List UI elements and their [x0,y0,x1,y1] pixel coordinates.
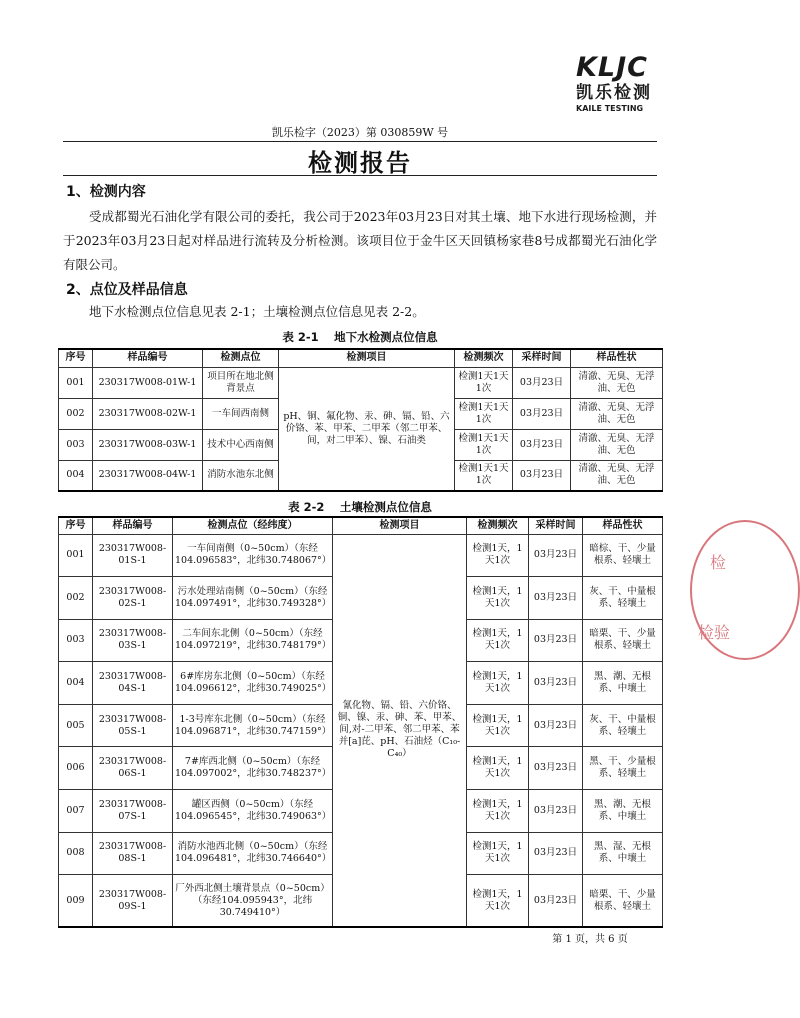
cell-code: 230317W008-02W-1 [93,398,203,429]
table-header-row [59,517,663,534]
cell-nature: 暗栗、干、少量根系、轻壤土 [583,875,663,927]
cell-nature: 清澈、无臭、无浮油、无色 [571,398,663,429]
cell-nature: 黑、湿、无根系、中壤土 [583,832,663,875]
col-header: 采样时间 [529,517,583,534]
soil-table [58,516,663,928]
col-header: 序号 [59,517,93,534]
cell-freq: 检测1天，1天1次 [467,662,529,705]
col-header: 检测频次 [467,517,529,534]
cell-code: 230317W008-01S-1 [93,534,173,577]
col-header: 检测项目 [333,517,467,534]
cell-no: 005 [59,704,93,747]
cell-freq: 检测1天1天1次 [455,460,513,491]
col-header: 检测频次 [455,349,513,367]
col-header: 检测项目 [279,349,455,367]
cell-point: 消防水池西北侧（0~50cm）（东经104.096481°，北纬30.746640°） [173,832,333,875]
cell-no: 001 [59,534,93,577]
cell-point: 6#库房东北侧（0~50cm）（东经104.096612°，北纬30.749025°） [173,662,333,705]
cell-point: 消防水池东北侧 [203,460,279,491]
section2-heading: 2、点位及样品信息 [66,282,188,298]
cell-nature: 清澈、无臭、无浮油、无色 [571,367,663,398]
cell-date: 03月23日 [529,790,583,833]
cell-freq: 检测1天，1天1次 [467,704,529,747]
cell-point: 罐区西侧（0~50cm）（东经104.096545°，北纬30.749063°） [173,790,333,833]
col-header: 检测点位（经纬度） [173,517,333,534]
cell-point: 技术中心西南侧 [203,429,279,460]
cell-code: 230317W008-03S-1 [93,619,173,662]
cell-nature: 黑、潮、无根系、中壤土 [583,662,663,705]
cell-nature: 黑、潮、无根系、中壤土 [583,790,663,833]
cell-no: 004 [59,662,93,705]
cell-code: 230317W008-07S-1 [93,790,173,833]
cell-freq: 检测1天，1天1次 [467,790,529,833]
groundwater-table [58,348,663,492]
cell-no: 006 [59,747,93,790]
cell-freq: 检测1天，1天1次 [467,534,529,577]
cell-date: 03月23日 [529,704,583,747]
col-header: 序号 [59,349,93,367]
cell-nature: 暗棕、干、少量根系、轻壤土 [583,534,663,577]
section2-body: 地下水检测点位信息见表 2-1；土壤检测点位信息见表 2-2。 [89,304,425,319]
cell-point: 一车间南侧（0~50cm）（东经104.096583°，北纬30.748067°） [173,534,333,577]
col-header: 样品性状 [571,349,663,367]
cell-code: 230317W008-01W-1 [93,367,203,398]
cell-date: 03月23日 [529,619,583,662]
logo-english-name: KAILE TESTING [576,104,644,113]
cell-freq: 检测1天，1天1次 [467,619,529,662]
logo-mark: KLJC [576,52,648,83]
cell-nature: 暗栗、干、少量根系、轻壤土 [583,619,663,662]
cell-point: 7#库西北侧（0~50cm）（东经104.097002°，北纬30.748237°） [173,747,333,790]
table2-caption: 表 2-2 土壤检测点位信息 [288,500,432,514]
table-row [59,534,663,577]
cell-freq: 检测1天1天1次 [455,398,513,429]
cell-date: 03月23日 [513,429,571,460]
cell-nature: 清澈、无臭、无浮油、无色 [571,429,663,460]
cell-code: 230317W008-03W-1 [93,429,203,460]
table-row [59,367,663,398]
col-header: 样品性状 [583,517,663,534]
cell-no: 003 [59,619,93,662]
cell-freq: 检测1天，1天1次 [467,577,529,620]
seal-char: 检验 [698,623,731,642]
cell-nature: 黑、干、少量根系、轻壤土 [583,747,663,790]
cell-freq: 检测1天，1天1次 [467,875,529,927]
cell-nature: 清澈、无臭、无浮油、无色 [571,460,663,491]
cell-no: 009 [59,875,93,927]
header-rule-top [63,141,657,142]
cell-nature: 灰、干、中量根系、轻壤土 [583,577,663,620]
col-header: 采样时间 [513,349,571,367]
col-header: 样品编号 [93,349,203,367]
cell-no: 003 [59,429,93,460]
section1-body: 受成都蜀光石油化学有限公司的委托，我公司于2023年03月23日对其土壤、地下水进行现场检测，并于2023年03月23日起对样品进行流转及分析检测。该项目位于金牛区天回镇杨家巷8号成都蜀光石油化学有限公司。 [63,209,657,272]
cell-code: 230317W008-08S-1 [93,832,173,875]
page-number: 第 1 页，共 6 页 [552,934,628,945]
cell-date: 03月23日 [529,747,583,790]
table-header-row [59,349,663,367]
table1-caption: 表 2-1 地下水检测点位信息 [282,330,438,344]
cell-freq: 检测1天1天1次 [455,367,513,398]
cell-code: 230317W008-02S-1 [93,577,173,620]
cell-code: 230317W008-09S-1 [93,875,173,927]
col-header: 检测点位 [203,349,279,367]
logo-chinese-name: 凯乐检测 [576,83,652,103]
cell-point: 项目所在地北侧背景点 [203,367,279,398]
cell-date: 03月23日 [529,577,583,620]
cell-freq: 检测1天，1天1次 [467,747,529,790]
report-title: 检测报告 [308,148,412,177]
cell-date: 03月23日 [529,832,583,875]
section1-heading: 1、检测内容 [66,184,146,200]
cell-no: 008 [59,832,93,875]
cell-point: 二车间东北侧（0~50cm）（东经104.097219°，北纬30.748179°） [173,619,333,662]
cell-no: 004 [59,460,93,491]
cell-date: 03月23日 [529,534,583,577]
cell-freq: 检测1天1天1次 [455,429,513,460]
cell-items: 氰化物、镉、铅、六价铬、铜、镍、汞、砷、苯、甲苯、间,对-二甲苯、邻二甲苯、苯并[a]芘、pH、石油烃（C₁₀-C₄₀） [333,534,467,927]
seal-char: 检 [710,553,727,572]
cell-items: pH、铜、氟化物、汞、砷、镉、铅、六价铬、苯、甲苯、二甲苯（邻二甲苯、间，对二甲苯）、镍、石油类 [279,367,455,491]
cell-no: 002 [59,577,93,620]
cell-no: 001 [59,367,93,398]
cell-date: 03月23日 [513,460,571,491]
cell-date: 03月23日 [529,875,583,927]
cell-no: 007 [59,790,93,833]
cell-no: 002 [59,398,93,429]
cell-point: 厂外西北侧土壤背景点（0~50cm）（东经104.095943°，北纬30.749410°） [173,875,333,927]
cell-point: 一车间西南侧 [203,398,279,429]
cell-code: 230317W008-05S-1 [93,704,173,747]
col-header: 样品编号 [93,517,173,534]
cell-date: 03月23日 [513,367,571,398]
cell-code: 230317W008-04W-1 [93,460,203,491]
cell-nature: 灰、干、中量根系、轻壤土 [583,704,663,747]
cell-date: 03月23日 [513,398,571,429]
header-rule-bottom [63,175,657,176]
report-number: 凯乐检字（2023）第 030859W 号 [271,126,449,139]
cell-code: 230317W008-06S-1 [93,747,173,790]
cell-date: 03月23日 [529,662,583,705]
cell-freq: 检测1天，1天1次 [467,832,529,875]
company-logo [576,54,656,114]
cell-point: 污水处理站南侧（0~50cm）（东经104.097491°，北纬30.749328°） [173,577,333,620]
cell-point: 1-3号库东北侧（0~50cm）（东经104.096871°，北纬30.747159°） [173,704,333,747]
cell-code: 230317W008-04S-1 [93,662,173,705]
inspection-seal [690,520,800,660]
